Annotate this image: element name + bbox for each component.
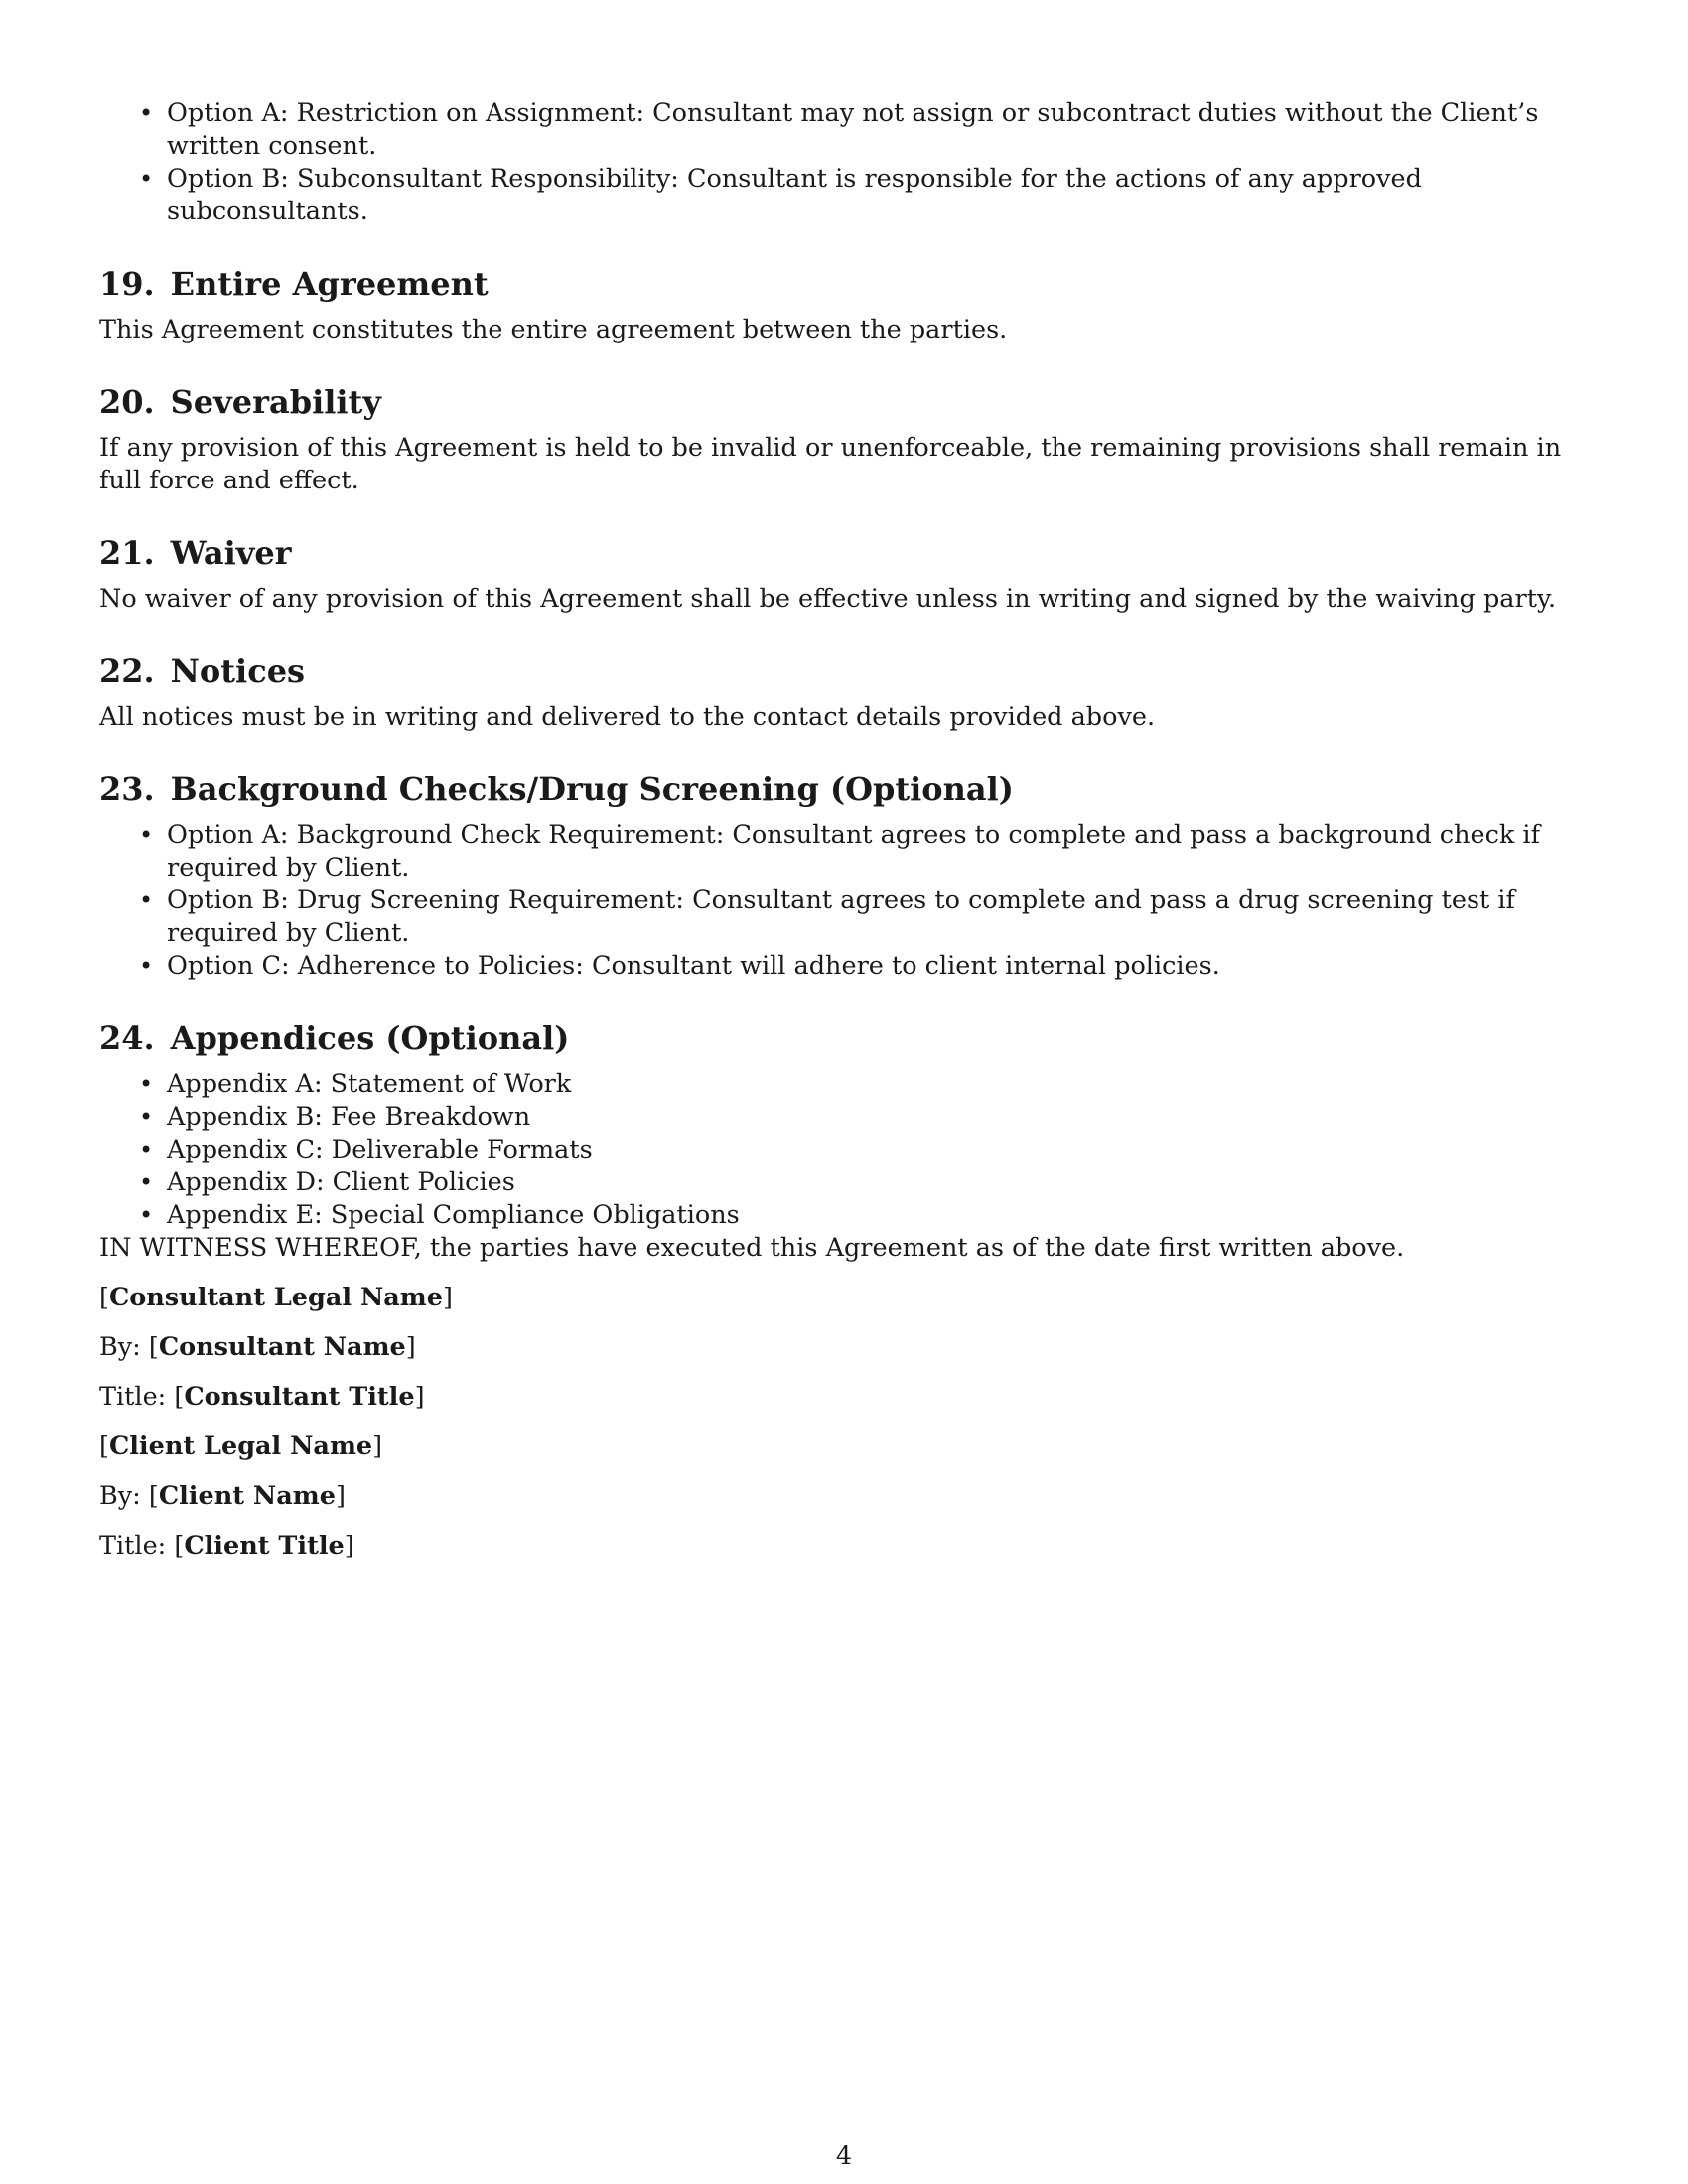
section-heading-waiver [99, 533, 1589, 573]
client-title-placeholder: Client Title [184, 1531, 345, 1561]
client-by-line [99, 1479, 1589, 1513]
title-label: Title: [99, 1531, 167, 1561]
section-title: Appendices (Optional) [170, 1020, 570, 1057]
section-body-notices: All notices must be in writing and delivered to the contact details provided above. [99, 702, 1156, 732]
appendices-list [99, 1068, 1589, 1232]
bracket: ] [405, 1332, 416, 1362]
client-name-placeholder: Client Name [158, 1481, 336, 1511]
list-item: • Appendix B: Fee Breakdown [167, 1101, 1589, 1134]
list-item: • Appendix C: Deliverable Formats [167, 1134, 1589, 1166]
bracket: [ [99, 1432, 109, 1461]
list-item: • Appendix A: Statement of Work [167, 1068, 1589, 1101]
consultant-name-placeholder: Consultant Name [158, 1332, 406, 1362]
bracket: [ [148, 1481, 159, 1511]
list-item: • Option A: Background Check Requirement: Consultant agrees to complete and pass a background check if required by Client. [167, 819, 1589, 885]
client-legal-name-line [99, 1430, 1589, 1463]
section-number: 22. [99, 652, 155, 690]
page-number: 4 [835, 2141, 853, 2171]
section-heading-entire-agreement [99, 264, 1589, 304]
list-item: • Appendix E: Special Compliance Obligations [167, 1199, 1589, 1232]
section-body-entire-agreement: This Agreement constitutes the entire agreement between the parties. [99, 315, 1008, 344]
bracket: ] [344, 1531, 354, 1561]
bracket: ] [335, 1481, 346, 1511]
bracket: [ [99, 1283, 109, 1312]
list-item: • Option C: Adherence to Policies: Consultant will adhere to client internal policies. [167, 950, 1589, 983]
section-title: Notices [170, 652, 306, 690]
section-title: Entire Agreement [170, 265, 489, 303]
consultant-legal-name-placeholder: Consultant Legal Name [108, 1283, 443, 1312]
list-item: • Appendix D: Client Policies [167, 1166, 1589, 1199]
bracket: ] [414, 1382, 425, 1412]
section-heading-background-checks [99, 769, 1589, 809]
list-item: • Option A: Restriction on Assignment: Consultant may not assign or subcontract duties without the Client’s written consent. [167, 97, 1589, 163]
bracket: [ [174, 1531, 185, 1561]
background-check-options-list [99, 819, 1589, 983]
by-label: By: [99, 1332, 141, 1362]
section-number: 21. [99, 534, 155, 572]
section-title: Background Checks/Drug Screening (Optional) [170, 770, 1014, 808]
assignment-options-list [99, 97, 1589, 228]
consultant-by-line [99, 1330, 1589, 1364]
section-body-waiver: No waiver of any provision of this Agreement shall be effective unless in writing and signed by the waiving party. [99, 584, 1557, 614]
bracket: ] [443, 1283, 453, 1312]
client-title-line [99, 1529, 1589, 1563]
bracket: [ [148, 1332, 159, 1362]
section-number: 23. [99, 770, 155, 808]
title-label: Title: [99, 1382, 167, 1412]
bracket: ] [372, 1432, 383, 1461]
section-title: Severability [170, 383, 381, 421]
document-page [99, 97, 1589, 1563]
section-title: Waiver [170, 534, 292, 572]
list-item: • Option B: Subconsultant Responsibility: Consultant is responsible for the actions of any approved subconsultants. [167, 163, 1589, 228]
client-legal-name-placeholder: Client Legal Name [108, 1432, 373, 1461]
witness-statement: IN WITNESS WHEREOF, the parties have executed this Agreement as of the date first written above. [99, 1233, 1405, 1263]
section-heading-severability [99, 382, 1589, 422]
list-item: • Option B: Drug Screening Requirement: Consultant agrees to complete and pass a drug screening test if required by Client. [167, 885, 1589, 950]
consultant-title-placeholder: Consultant Title [184, 1382, 415, 1412]
section-number: 19. [99, 265, 155, 303]
by-label: By: [99, 1481, 141, 1511]
bracket: [ [174, 1382, 185, 1412]
consultant-title-line [99, 1380, 1589, 1414]
section-heading-appendices [99, 1019, 1589, 1058]
consultant-legal-name-line [99, 1281, 1589, 1314]
section-number: 24. [99, 1020, 155, 1057]
section-heading-notices [99, 651, 1589, 691]
section-number: 20. [99, 383, 155, 421]
section-body-severability: If any provision of this Agreement is held to be invalid or unenforceable, the remaining provisions shall remain in full force and effect. [99, 433, 1562, 495]
